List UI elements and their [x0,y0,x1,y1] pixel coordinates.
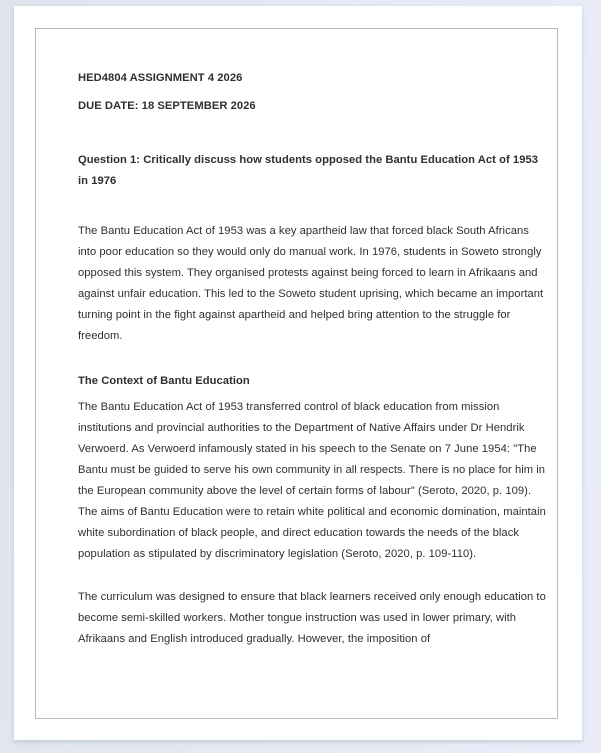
text-frame [35,28,558,719]
curriculum-paragraph: The curriculum was designed to ensure that black learners received only enough education to become semi-skilled workers. Mother tongue instruction was used in lower primary, with Afrikaans and English introduced gradually. However, the imposition of [78,591,546,645]
intro-paragraph: The Bantu Education Act of 1953 was a key apartheid law that forced black South Africans into poor education so they would only do manual work. In 1976, students in Soweto strongly opposed this system. They organised protests against being forced to learn in Afrikaans and against unfair education. This led to the Soweto student uprising, which became an important turning point in the fight against apartheid and helped bring attention to the struggle for freedom. [78,225,544,342]
section-heading-context: The Context of Bantu Education [78,375,250,387]
document-page [14,6,582,740]
context-paragraph: The Bantu Education Act of 1953 transferred control of black education from mission institutions and provincial authorities to the Department of Native Affairs under Dr Hendrik Verwoerd. As Verwoerd infamously stated in his speech to the Senate on 7 June 1954: "The Bantu must be guided to serve his own community in all respects. There is no place for him in the European community above the level of certain forms of labour" (Seroto, 2020, p. 109). The aims of Bantu Education were to retain white political and economic domination, maintain white subordination of black people, and direct education towards the needs of the black population as stipulated by discriminatory legislation (Seroto, 2020, p. 109-110). [78,401,546,560]
due-date: DUE DATE: 18 SEPTEMBER 2026 [78,100,256,112]
document-body [78,68,548,650]
question-heading: Question 1: Critically discuss how students opposed the Bantu Education Act of 1953 in 1976 [78,154,539,187]
course-title: HED4804 ASSIGNMENT 4 2026 [78,72,243,84]
